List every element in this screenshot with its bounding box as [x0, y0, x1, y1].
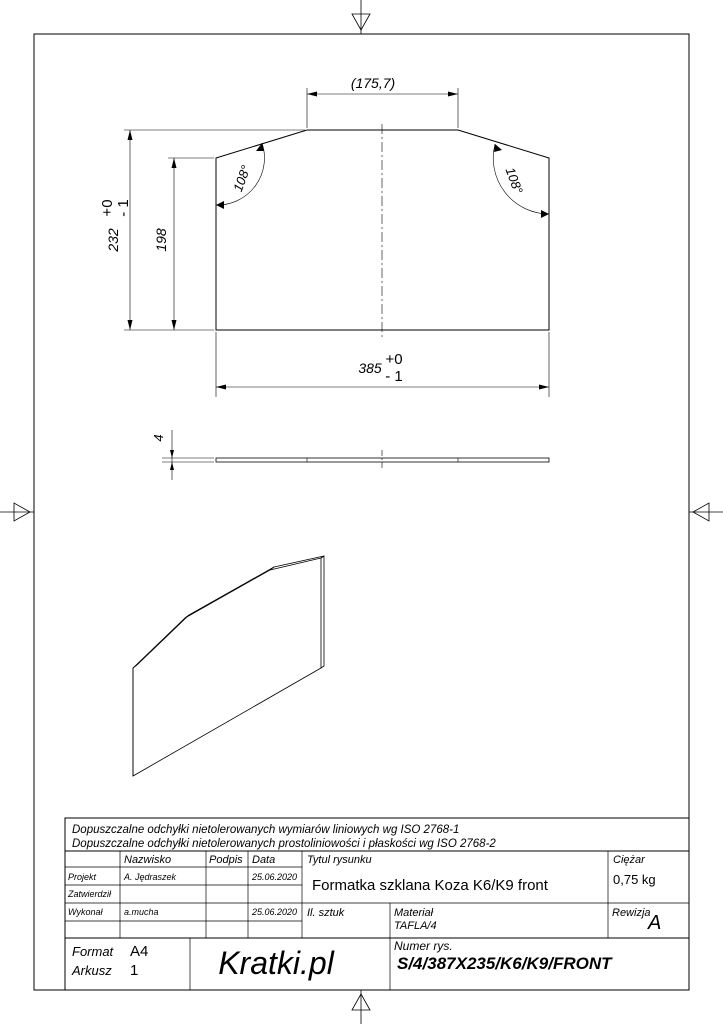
dim-thickness-label: 4 — [151, 434, 166, 442]
header-nazwisko: Nazwisko — [124, 854, 172, 866]
glass-outline — [216, 130, 549, 330]
header-data: Data — [252, 854, 276, 866]
material-label: Materiał — [394, 907, 434, 919]
header-podpis: Podpis — [209, 854, 243, 866]
dim-width-label: 385 — [358, 360, 382, 376]
company-name: Kratki.pl — [218, 945, 334, 981]
row-projekt-label: Projekt — [68, 872, 97, 882]
angle-label-left: 108° — [230, 163, 254, 194]
dim-top-width — [307, 88, 458, 128]
dim-thickness — [162, 430, 214, 480]
row-projekt-date: 25.06.2020 — [252, 872, 298, 882]
dim-width-tol-plus: +0 — [385, 351, 403, 368]
sheet-label: Arkusz — [72, 963, 112, 978]
header-ciezar: Ciężar — [613, 854, 645, 866]
row-wykonal-date: 25.06.2020 — [252, 907, 298, 917]
dim-side-height-label: 198 — [153, 228, 169, 252]
drawing-title: Formatka szklana Koza K6/K9 front — [312, 877, 548, 894]
row-wykonal-name: a.mucha — [124, 907, 159, 917]
dim-total-height-tol-plus: +0 — [99, 199, 116, 217]
revision-label: Rewizja — [612, 907, 651, 919]
dim-total-height-tol-minus: - 1 — [115, 199, 132, 217]
dim-top-label: (175,7) — [350, 75, 396, 91]
iso-front-face — [133, 558, 321, 776]
dim-side-height — [168, 158, 214, 330]
centering-mark-left — [0, 503, 34, 521]
row-zatwierdzil-label: Zatwierdził — [68, 889, 112, 899]
centering-mark-top — [352, 0, 370, 34]
row-wykonal-label: Wykonał — [68, 907, 103, 917]
centering-mark-right — [689, 503, 723, 521]
weight-value: 0,75 kg — [613, 872, 656, 887]
qty-label: Il. sztuk — [307, 907, 345, 919]
iso-top-edge — [133, 556, 324, 668]
dim-width-tol-minus: - 1 — [385, 368, 403, 385]
tolerance-note-2: Dopuszczalne odchyłki nietolerowanych prostoliniowości i płaskości wg ISO 2768-2 — [72, 838, 496, 850]
tolerance-note-1: Dopuszczalne odchyłki nietolerowanych wymiarów liniowych wg ISO 2768-1 — [72, 824, 460, 836]
dim-total-height — [124, 130, 305, 330]
front-view — [99, 75, 549, 397]
revision-value: A — [648, 912, 662, 934]
sheet-value: 1 — [130, 962, 139, 979]
format-label: Format — [72, 944, 114, 959]
isometric-view — [133, 556, 324, 776]
dim-total-height-label: 232 — [105, 228, 121, 252]
top-view — [151, 430, 549, 480]
row-projekt-name: A. Jędraszek — [124, 872, 177, 882]
iso-side-edge — [321, 556, 324, 668]
dim-total-height-text — [99, 199, 132, 252]
centering-mark-bottom — [352, 990, 370, 1024]
number-value: S/4/387X235/K6/K9/FRONT — [397, 954, 612, 973]
header-tytul: Tytul rysunku — [307, 854, 372, 866]
glass-edge-outline — [216, 458, 549, 462]
dim-width — [216, 332, 549, 397]
angle-label-right: 108° — [502, 165, 526, 196]
material-value: TAFLA/4 — [394, 920, 437, 932]
format-value: A4 — [130, 943, 149, 960]
number-label: Numer rys. — [394, 939, 453, 953]
